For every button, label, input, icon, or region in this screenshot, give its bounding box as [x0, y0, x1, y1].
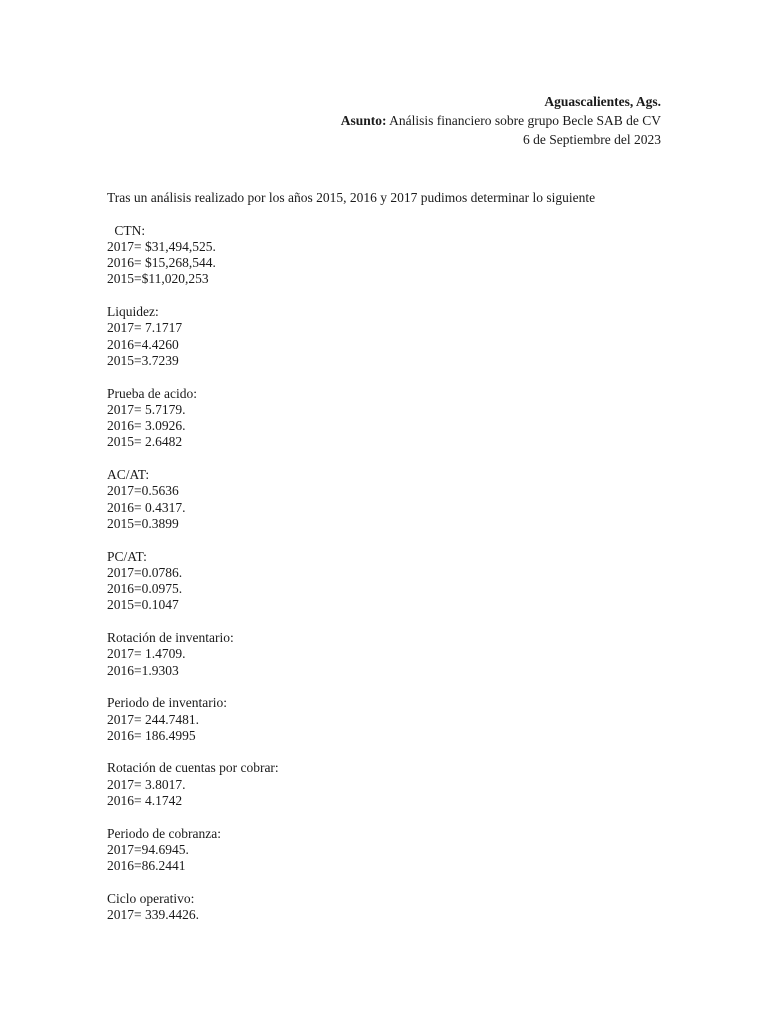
section-prueba-acido [107, 386, 667, 451]
section-line: 2015=0.3899 [107, 515, 179, 531]
subject-text: Análisis financiero sobre grupo Becle SAB de CV [386, 113, 661, 128]
section-rotacion-inventario [107, 630, 667, 679]
header-subject [341, 111, 661, 130]
section-line: 2016=1.9303 [107, 662, 179, 678]
section-line: 2017= 5.7179. [107, 401, 186, 417]
section-line: 2015= 2.6482 [107, 434, 183, 450]
intro-paragraph: Tras un análisis realizado por los años 2015, 2016 y 2017 pudimos determinar lo siguiente [107, 190, 596, 205]
section-line: 2017= $31,494,525. [107, 238, 216, 254]
section-line: 2016= 186.4995 [107, 727, 196, 743]
section-line: 2017=0.5636 [107, 483, 179, 499]
letter-header [341, 92, 661, 149]
section-line: 2017=94.6945. [107, 841, 189, 857]
subject-label: Asunto: [340, 113, 387, 128]
section-line: 2016=86.2441 [107, 858, 186, 874]
section-line: 2016= 4.1742 [107, 792, 183, 808]
section-title: Prueba de acido: [107, 385, 197, 401]
header-date: 6 de Septiembre del 2023 [523, 132, 661, 147]
section-title: CTN: [111, 222, 146, 238]
section-title: Rotación de inventario: [107, 630, 234, 646]
section-periodo-inventario [107, 695, 667, 744]
section-title: Periodo de cobranza: [107, 825, 221, 841]
section-liquidez [107, 304, 667, 369]
section-rotacion-cuentas [107, 760, 667, 809]
section-line: 2016= $15,268,544. [107, 255, 216, 271]
section-line: 2017= 339.4426. [107, 907, 199, 923]
section-line: 2015=3.7239 [107, 352, 179, 368]
section-title: AC/AT: [107, 467, 150, 483]
section-line: 2017= 7.1717 [107, 320, 183, 336]
section-line: 2015=$11,020,253 [107, 271, 209, 287]
section-ac-at [107, 467, 667, 532]
section-title: Rotación de cuentas por cobrar: [107, 760, 279, 776]
section-line: 2017=0.0786. [107, 564, 183, 580]
section-line: 2017= 1.4709. [107, 646, 186, 662]
section-periodo-cobranza [107, 826, 667, 875]
section-pc-at [107, 549, 667, 614]
header-place: Aguascalientes, Ags. [544, 94, 661, 109]
section-line: 2016=0.0975. [107, 581, 183, 597]
section-title: PC/AT: [107, 548, 147, 564]
section-line: 2017= 3.8017. [107, 776, 186, 792]
section-ctn [107, 223, 667, 288]
section-line: 2016=4.4260 [107, 336, 179, 352]
section-title: Periodo de inventario: [107, 695, 227, 711]
section-line: 2016= 3.0926. [107, 418, 186, 434]
section-line: 2017= 244.7481. [107, 711, 199, 727]
document-body [107, 190, 667, 940]
section-title: Ciclo operativo: [107, 890, 195, 906]
section-ciclo-operativo [107, 891, 667, 924]
section-title: Liquidez: [107, 304, 159, 320]
section-line: 2015=0.1047 [107, 597, 179, 613]
section-line: 2016= 0.4317. [107, 499, 186, 515]
